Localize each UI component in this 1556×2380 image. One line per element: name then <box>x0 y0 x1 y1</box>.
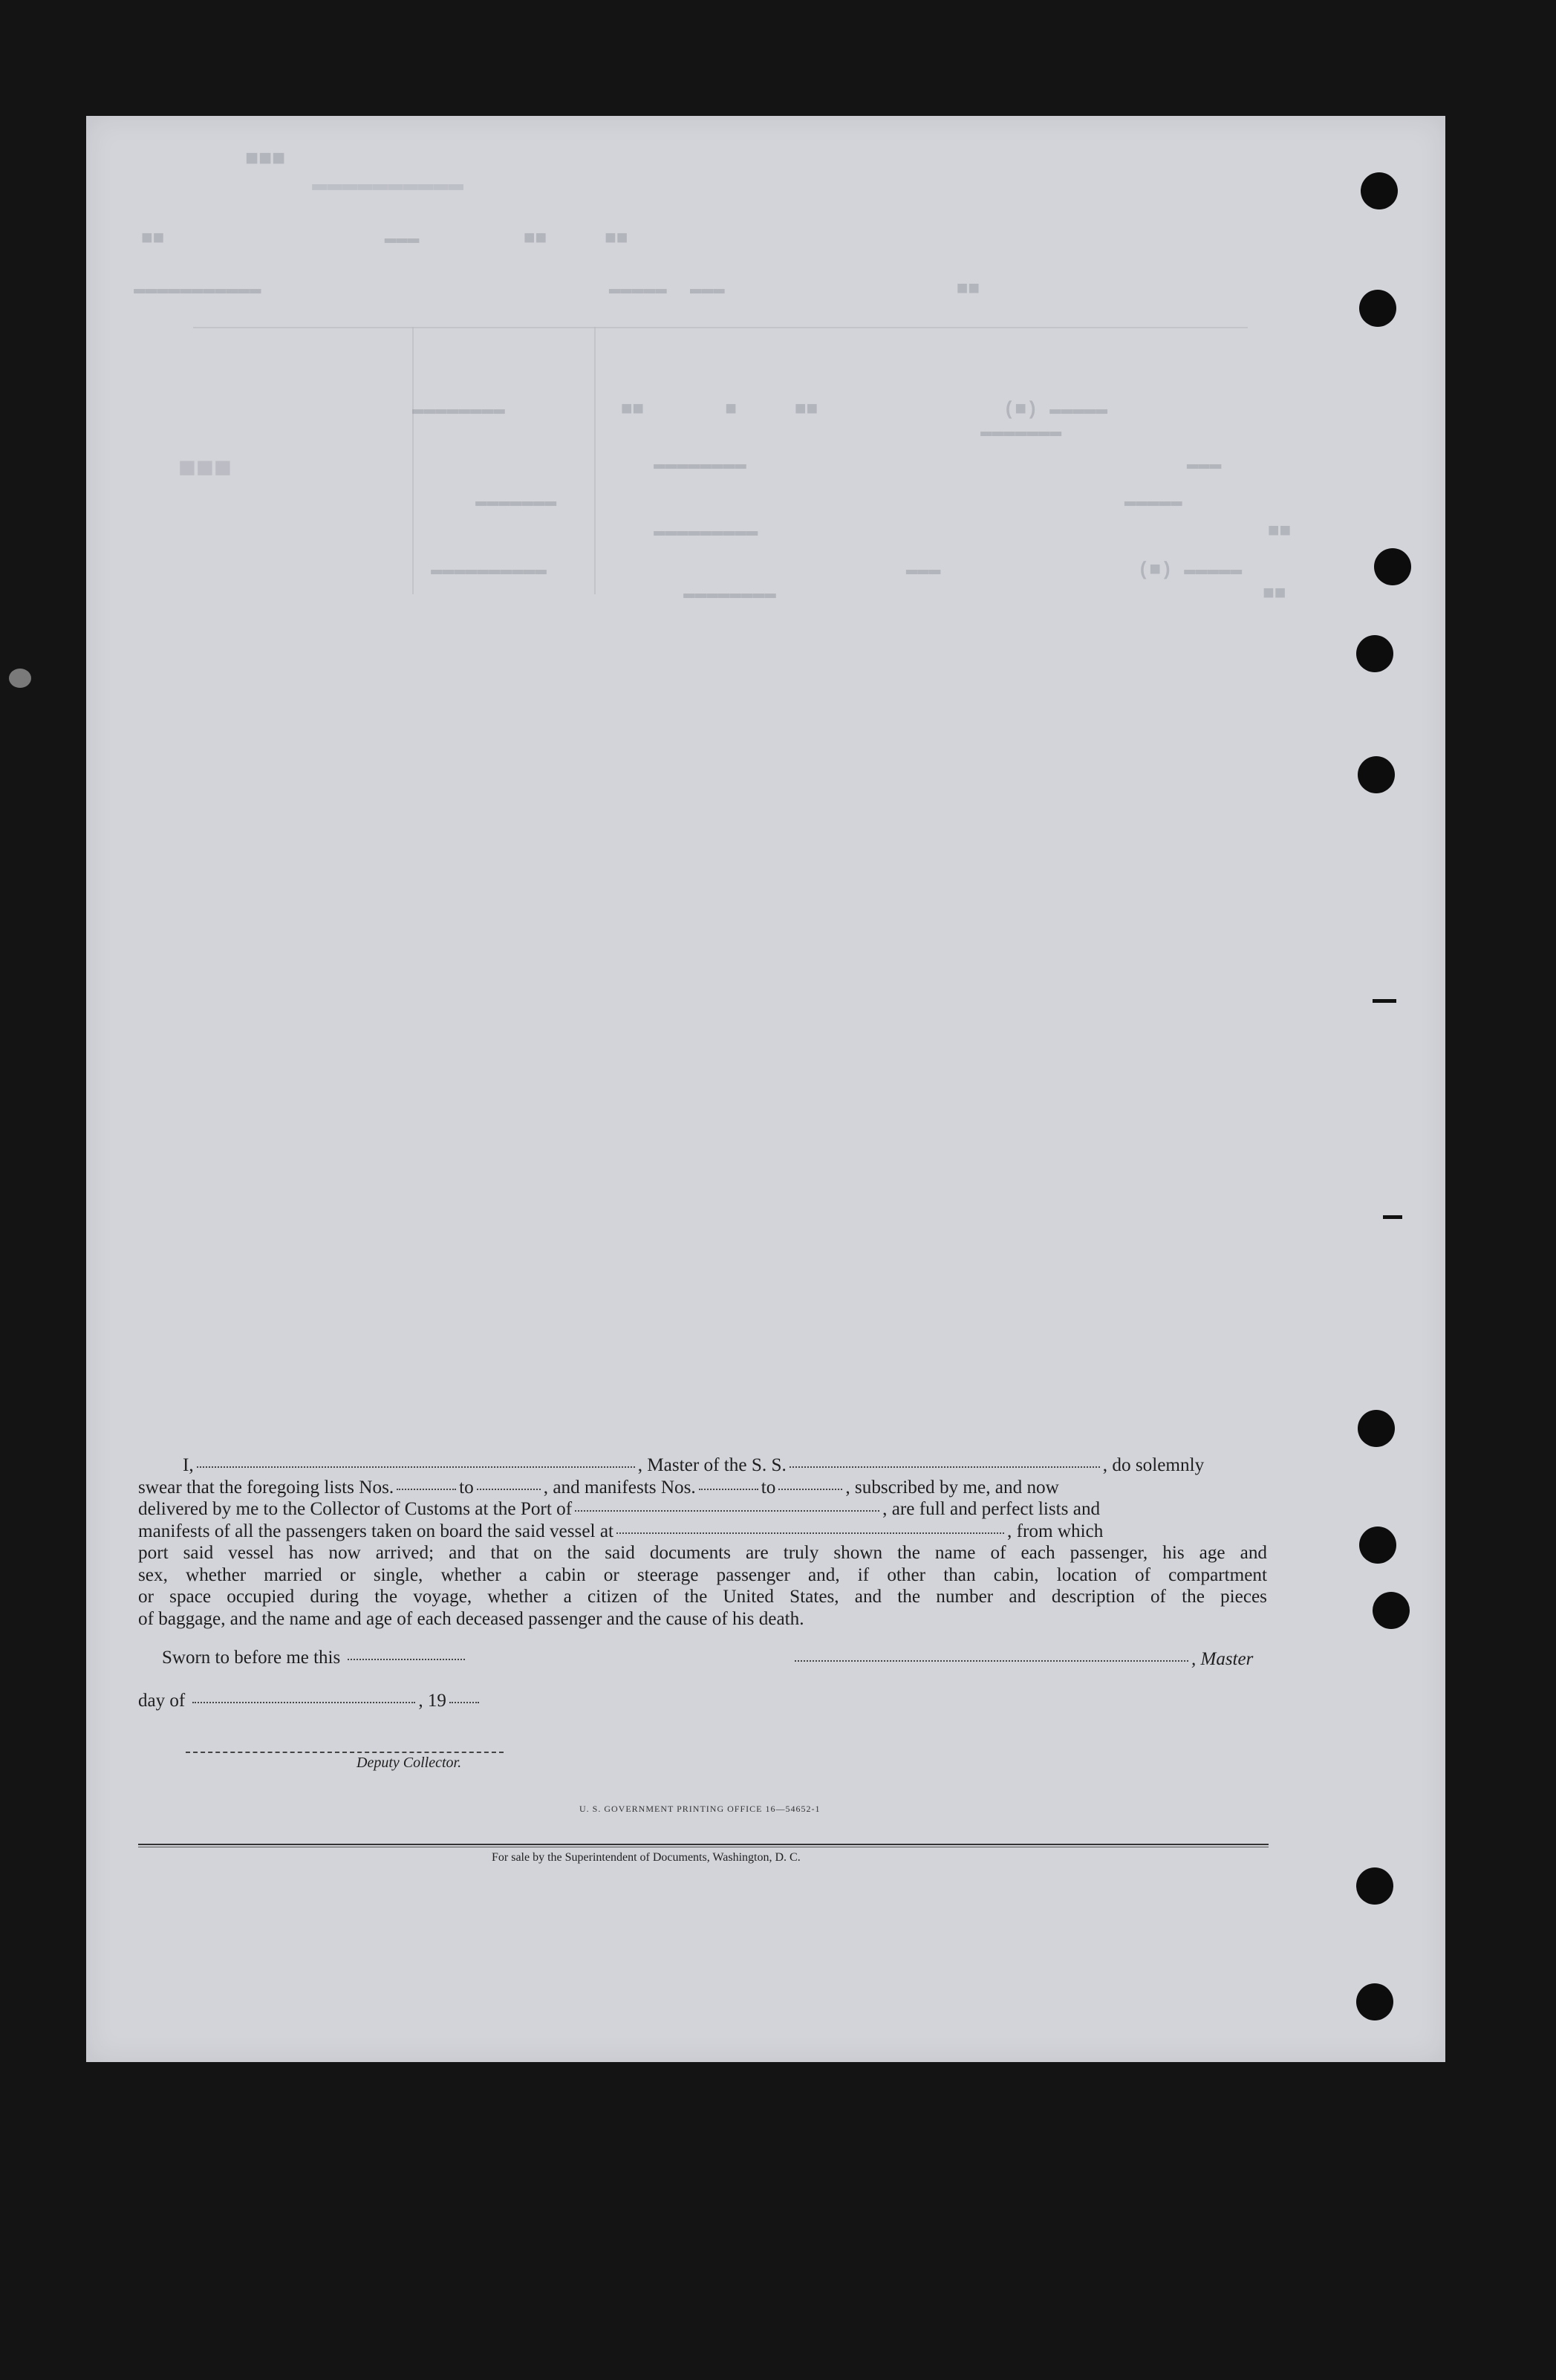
oath-text: manifests of all the passengers taken on board the said vessel at <box>138 1521 613 1541</box>
ship-name-blank[interactable] <box>790 1466 1100 1468</box>
oath-text: , are full and perfect lists and <box>882 1499 1101 1519</box>
oath-line-6: sex, whether married or single, whether a cabin or steerage passenger and, if other than cabin, location of compartment <box>138 1564 1267 1585</box>
footer-rule <box>138 1844 1269 1845</box>
oath-text: swear that the foregoing lists Nos. <box>138 1477 394 1498</box>
year-blank[interactable] <box>449 1701 479 1703</box>
manifest-from-blank[interactable] <box>699 1488 758 1490</box>
day-of-blank[interactable] <box>192 1701 415 1703</box>
port-blank[interactable] <box>575 1509 879 1512</box>
oath-text: , from which <box>1007 1521 1104 1541</box>
binder-hole <box>1356 1983 1393 2020</box>
oath-line-1 <box>138 1454 1267 1477</box>
binder-hole <box>1373 1592 1410 1629</box>
binder-hole <box>1359 290 1396 327</box>
master-signature-blank[interactable] <box>795 1659 1188 1662</box>
edge-smudge <box>9 669 31 688</box>
oath-line-7: or space occupied during the voyage, whether a citizen of the United States, and the number and description of the pieces <box>138 1587 1267 1607</box>
day-of-line <box>138 1691 482 1711</box>
deputy-collector-label: Deputy Collector. <box>357 1755 462 1771</box>
printing-office-imprint: U. S. GOVERNMENT PRINTING OFFICE 16—54652-1 <box>579 1804 821 1814</box>
binder-hole <box>1361 172 1398 209</box>
binder-hole <box>1356 1867 1393 1905</box>
list-to-blank[interactable] <box>477 1488 541 1490</box>
oath-text: to <box>459 1477 474 1498</box>
edge-mark <box>1383 1215 1402 1219</box>
year-label: , 19 <box>418 1691 446 1711</box>
binder-hole <box>1358 1410 1395 1447</box>
sworn-label: Sworn to before me this <box>162 1648 341 1668</box>
master-oath <box>138 1454 1267 1630</box>
master-signature-line <box>792 1649 1253 1670</box>
oath-text: , and manifests Nos. <box>543 1477 696 1498</box>
oath-line-5: port said vessel has now arrived; and that on the said documents are truly shown the name of each passenger, his age and <box>138 1543 1267 1563</box>
oath-text: to <box>761 1477 776 1498</box>
for-sale-notice: For sale by the Superintendent of Documents, Washington, D. C. <box>492 1851 801 1864</box>
binder-hole <box>1359 1526 1396 1564</box>
oath-line-3 <box>138 1498 1267 1521</box>
edge-mark <box>1373 999 1396 1003</box>
master-label: , Master <box>1191 1649 1254 1669</box>
oath-text: , do solemnly <box>1102 1455 1205 1475</box>
oath-line-2 <box>138 1477 1267 1499</box>
deputy-signature-line[interactable] <box>186 1752 504 1753</box>
oath-text: , subscribed by me, and now <box>845 1477 1059 1498</box>
sworn-date-blank[interactable] <box>348 1658 465 1660</box>
binder-hole <box>1374 548 1411 585</box>
oath-text: I, <box>183 1455 194 1475</box>
sworn-line <box>162 1648 468 1668</box>
oath-text: delivered by me to the Collector of Customs at the Port of <box>138 1499 573 1519</box>
oath-text: , Master of the S. S. <box>637 1455 787 1475</box>
day-of-label: day of <box>138 1691 186 1711</box>
manifest-to-blank[interactable] <box>778 1488 842 1490</box>
oath-line-8: of baggage, and the name and age of each deceased passenger and the cause of his death. <box>138 1608 804 1629</box>
departure-port-blank[interactable] <box>616 1532 1004 1534</box>
binder-hole <box>1356 635 1393 672</box>
oath-line-4 <box>138 1521 1267 1543</box>
list-from-blank[interactable] <box>397 1488 456 1490</box>
master-name-blank[interactable] <box>197 1466 635 1468</box>
binder-hole <box>1358 756 1395 793</box>
